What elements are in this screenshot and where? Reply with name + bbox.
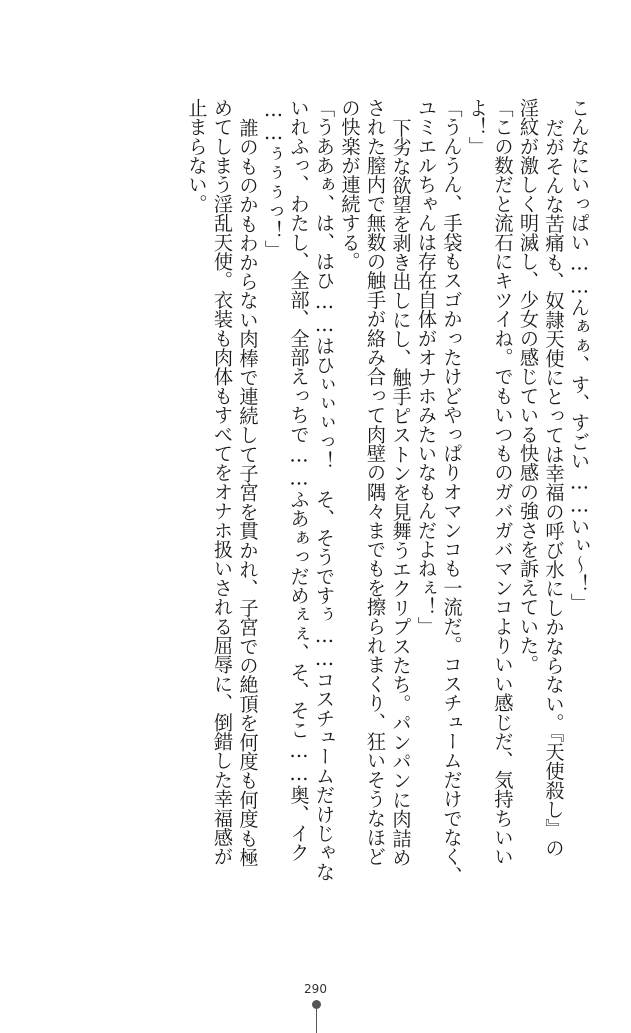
- text-line: 淫紋が激しく明滅し、少女の感じている快感の強さを訴えていた。: [517, 98, 540, 674]
- text-line: こんなにいっぱい……んぁぁ、す、すごい……いぃ〜！」: [568, 98, 591, 613]
- text-line: めてしまう淫乱天使。衣装も肉体もすべてをオナホ扱いされる屈辱に、倒錯した幸福感が: [211, 98, 234, 866]
- text-line: 下劣な欲望を剥き出しにし、触手ピストンを見舞うエクリプスたち。パンパンに肉詰め: [389, 118, 413, 867]
- vertical-text-block: [181, 98, 589, 978]
- text-line: 止まらない。: [185, 98, 209, 214]
- text-line: 「うんうん、手袋もスゴかったけどやっぱりオマンコも一流だ。コスチュームだけでなく、: [440, 98, 464, 886]
- text-line: だがそんな苦痛も、奴隷天使にとっては幸福の呼び水にしかならない。『天使殺し』の: [542, 118, 566, 858]
- page-number: 290: [304, 982, 327, 996]
- text-line: いれふっ、わたし、全部、全部えっちで……ふあぁっだめぇぇ、そ、そこ……奥、イク: [287, 98, 311, 862]
- text-line: の快楽が連続する。: [338, 98, 362, 271]
- page-marker-dot: [312, 1000, 321, 1009]
- text-line: された膣内で無数の触手が絡み合って肉壁の隅々までもを擦られまくり、狂いそうなほど: [364, 98, 387, 866]
- text-line: ユミエルちゃんは存在自体がオナホみたいなもんだよねぇ！」: [415, 98, 438, 636]
- page-marker-line: [316, 1009, 317, 1033]
- text-line: 「この数だと流石にキツイね。でもいつものガバガバマンコよりいい感じだ、気持ちいい: [491, 98, 515, 866]
- text-line: 「うああぁ、は、はひ……はひぃぃぃっ！ そ、そうですぅ……コスチュームだけじゃな: [313, 98, 336, 882]
- text-line: ……ぅぅぅっ！」: [262, 98, 285, 260]
- text-line: よ！」: [466, 98, 489, 156]
- text-line: 誰のものかもわからない肉棒で連続して子宮を貫かれ、子宮での絶頂を何度も何度も極: [236, 118, 260, 867]
